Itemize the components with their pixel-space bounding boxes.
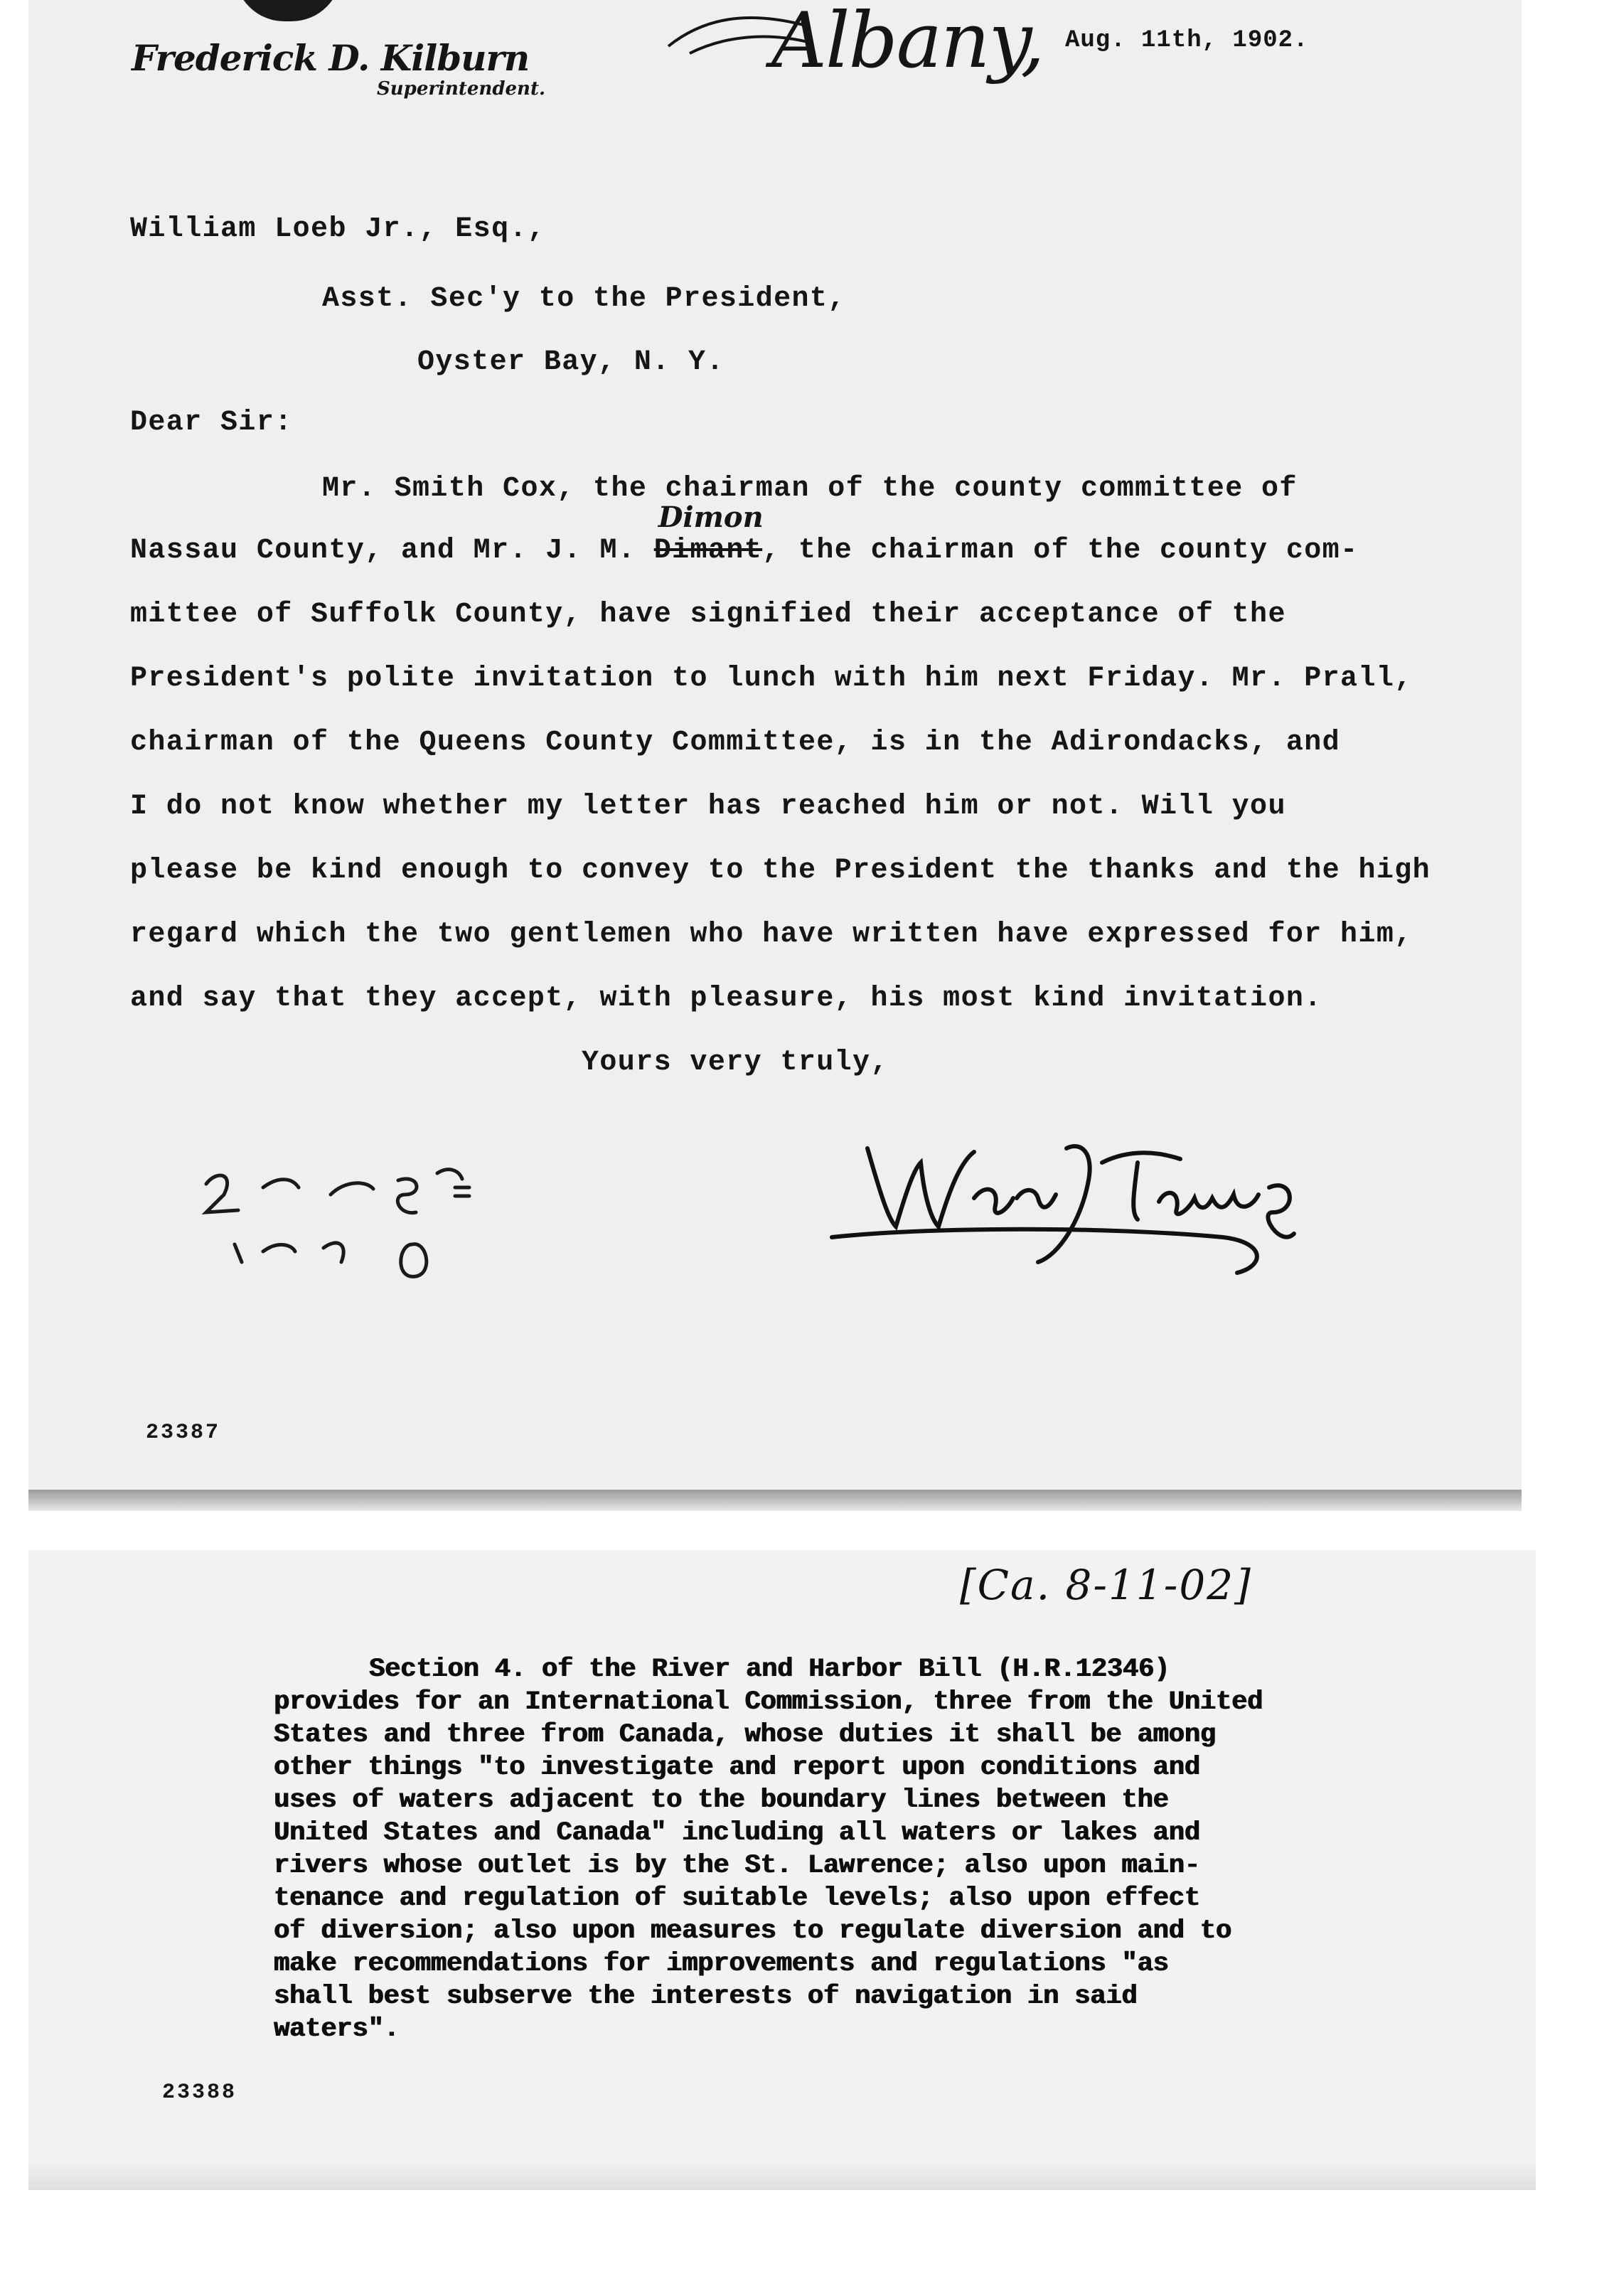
closing: Yours very truly, [582, 1047, 889, 1079]
body-line-text: President's polite invitation to lunch with him next Friday. Mr. Prall, [130, 663, 1413, 695]
recipient-name: William Loeb Jr., Esq., [130, 213, 546, 245]
note-line: Section 4. of the River and Harbor Bill (H.R.12346) [369, 1655, 1170, 1684]
sheet-edge-shadow [28, 1490, 1522, 1511]
body-line-text: , the chairman of the county com- [762, 535, 1359, 567]
name-correction [653, 501, 764, 567]
document-number-2: 23388 [162, 2081, 237, 2105]
body-line [130, 791, 1286, 823]
body-line-text: regard which the two gentlemen who have written have expressed for him, [130, 919, 1413, 951]
body-line-text: and say that they accept, with pleasure, his most kind invitation. [130, 983, 1322, 1015]
letterhead-name: Frederick D. Kilburn [132, 37, 530, 79]
body-line-text: Mr. Smith Cox, the chairman of the county committee of [322, 473, 1298, 505]
letterhead-title: Superintendent. [377, 78, 546, 100]
body-line-text: please be kind enough to convey to the President the thanks and the high [130, 855, 1431, 887]
note-line: United States and Canada" including all waters or lakes and [274, 1818, 1200, 1848]
body-line [130, 983, 1322, 1015]
inserted-name: Dimon [658, 501, 764, 534]
body-line [130, 663, 1413, 695]
body-line [130, 501, 1359, 567]
note-line: tenance and regulation of suitable levels; also upon effect [274, 1884, 1200, 1913]
recipient-title: Asst. Sec'y to the President, [322, 283, 846, 315]
struck-name: Dimant [653, 535, 763, 567]
body-line-text: Nassau County, and Mr. J. M. [130, 535, 654, 567]
letterhead-city: Albany, [771, 0, 1044, 85]
section-note [274, 1653, 1511, 2046]
note-line: States and three from Canada, whose duties it shall be among [274, 1720, 1216, 1750]
recipient-place: Oyster Bay, N. Y. [417, 346, 725, 378]
document-number: 23387 [146, 1421, 221, 1445]
signature [825, 1120, 1337, 1291]
note-line: other things "to investigate and report upon conditions and [274, 1753, 1200, 1783]
body-line [130, 727, 1340, 759]
note-line: make recommendations for improvements and regulations "as [274, 1949, 1169, 1979]
body-line-text: chairman of the Queens County Committee, is in the Adirondacks, and [130, 727, 1341, 759]
body-line-text: I do not know whether my letter has reached him or not. Will you [130, 791, 1286, 823]
body-line-text: mittee of Suffolk County, have signified their acceptance of the [130, 599, 1286, 631]
letter-date: Aug. 11th, 1902. [1065, 27, 1309, 54]
salutation: Dear Sir: [130, 407, 293, 439]
body-line [130, 599, 1286, 631]
note-line: rivers whose outlet is by the St. Lawrence; also upon main- [274, 1851, 1200, 1881]
note-line: shall best subserve the interests of navigation in said [274, 1982, 1138, 2012]
handwritten-citation: [Ca. 8-11-02] [960, 1561, 1252, 1609]
sheet-bottom-edge [28, 2162, 1536, 2190]
note-line: uses of waters adjacent to the boundary lines between the [274, 1785, 1169, 1815]
handwritten-shorthand-notes [185, 1145, 583, 1301]
body-line [322, 473, 1298, 505]
body-line [130, 855, 1431, 887]
note-line: of diversion; also upon measures to regulate diversion and to [274, 1916, 1231, 1946]
body-line [130, 919, 1413, 951]
note-line: waters". [274, 2014, 400, 2044]
note-line: provides for an International Commission, three from the United [274, 1687, 1263, 1717]
